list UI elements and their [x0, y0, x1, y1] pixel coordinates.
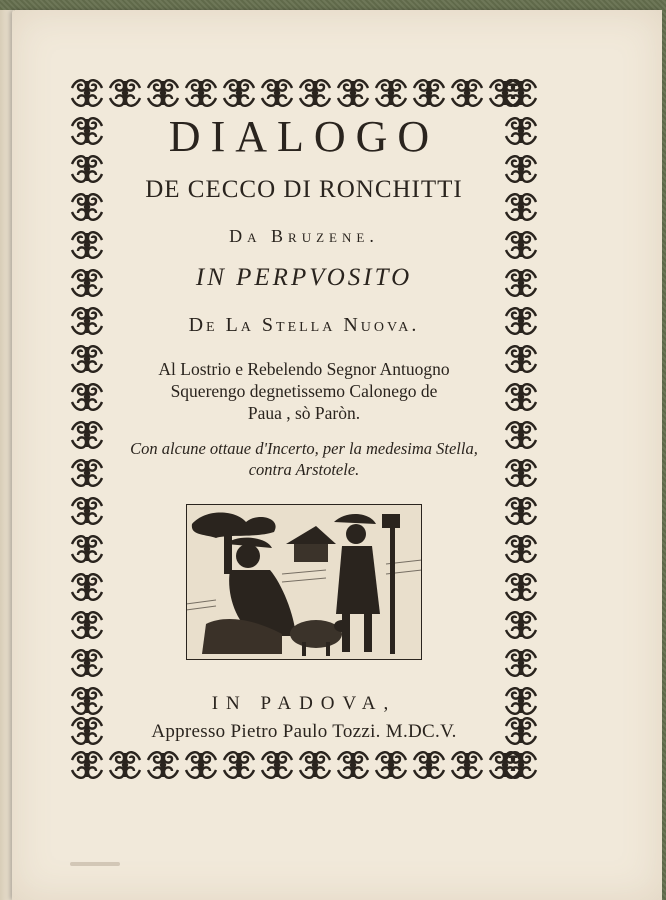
border-top	[72, 80, 536, 106]
main-title: DIALOGO	[168, 112, 440, 161]
paper-smudge	[70, 862, 120, 866]
title-page-content	[106, 112, 502, 748]
imprint-place: IN PADOVA,	[211, 693, 397, 714]
imprint-printer: Appresso Pietro Paulo Tozzi. M.DC.V.	[151, 721, 457, 742]
note-line: contra Arstotele.	[248, 460, 360, 479]
dedication-line: Paua , sò Paròn.	[247, 403, 361, 423]
dedication	[106, 358, 502, 424]
woodcut-shepherds-illustration	[186, 504, 422, 660]
subtitle-origin: Da Bruzene.	[229, 226, 379, 246]
note-line: Con alcune ottaue d'Incerto, per la medesima Stella,	[130, 439, 478, 458]
subtitle-italic: IN PERPVOSITO	[195, 264, 413, 291]
border-right	[506, 118, 536, 744]
border-left	[72, 118, 102, 744]
dedication-line: Squerengo degnetissemo Calonego de	[170, 381, 438, 401]
subtitle-author: DE CECCO DI RONCHITTI	[145, 176, 463, 203]
border-bottom	[72, 752, 536, 778]
note	[106, 438, 502, 480]
dedication-line: Al Lostrio e Rebelendo Segnor Antuogno	[158, 359, 450, 379]
subtitle-topic: De La Stella Nuova.	[188, 314, 420, 336]
